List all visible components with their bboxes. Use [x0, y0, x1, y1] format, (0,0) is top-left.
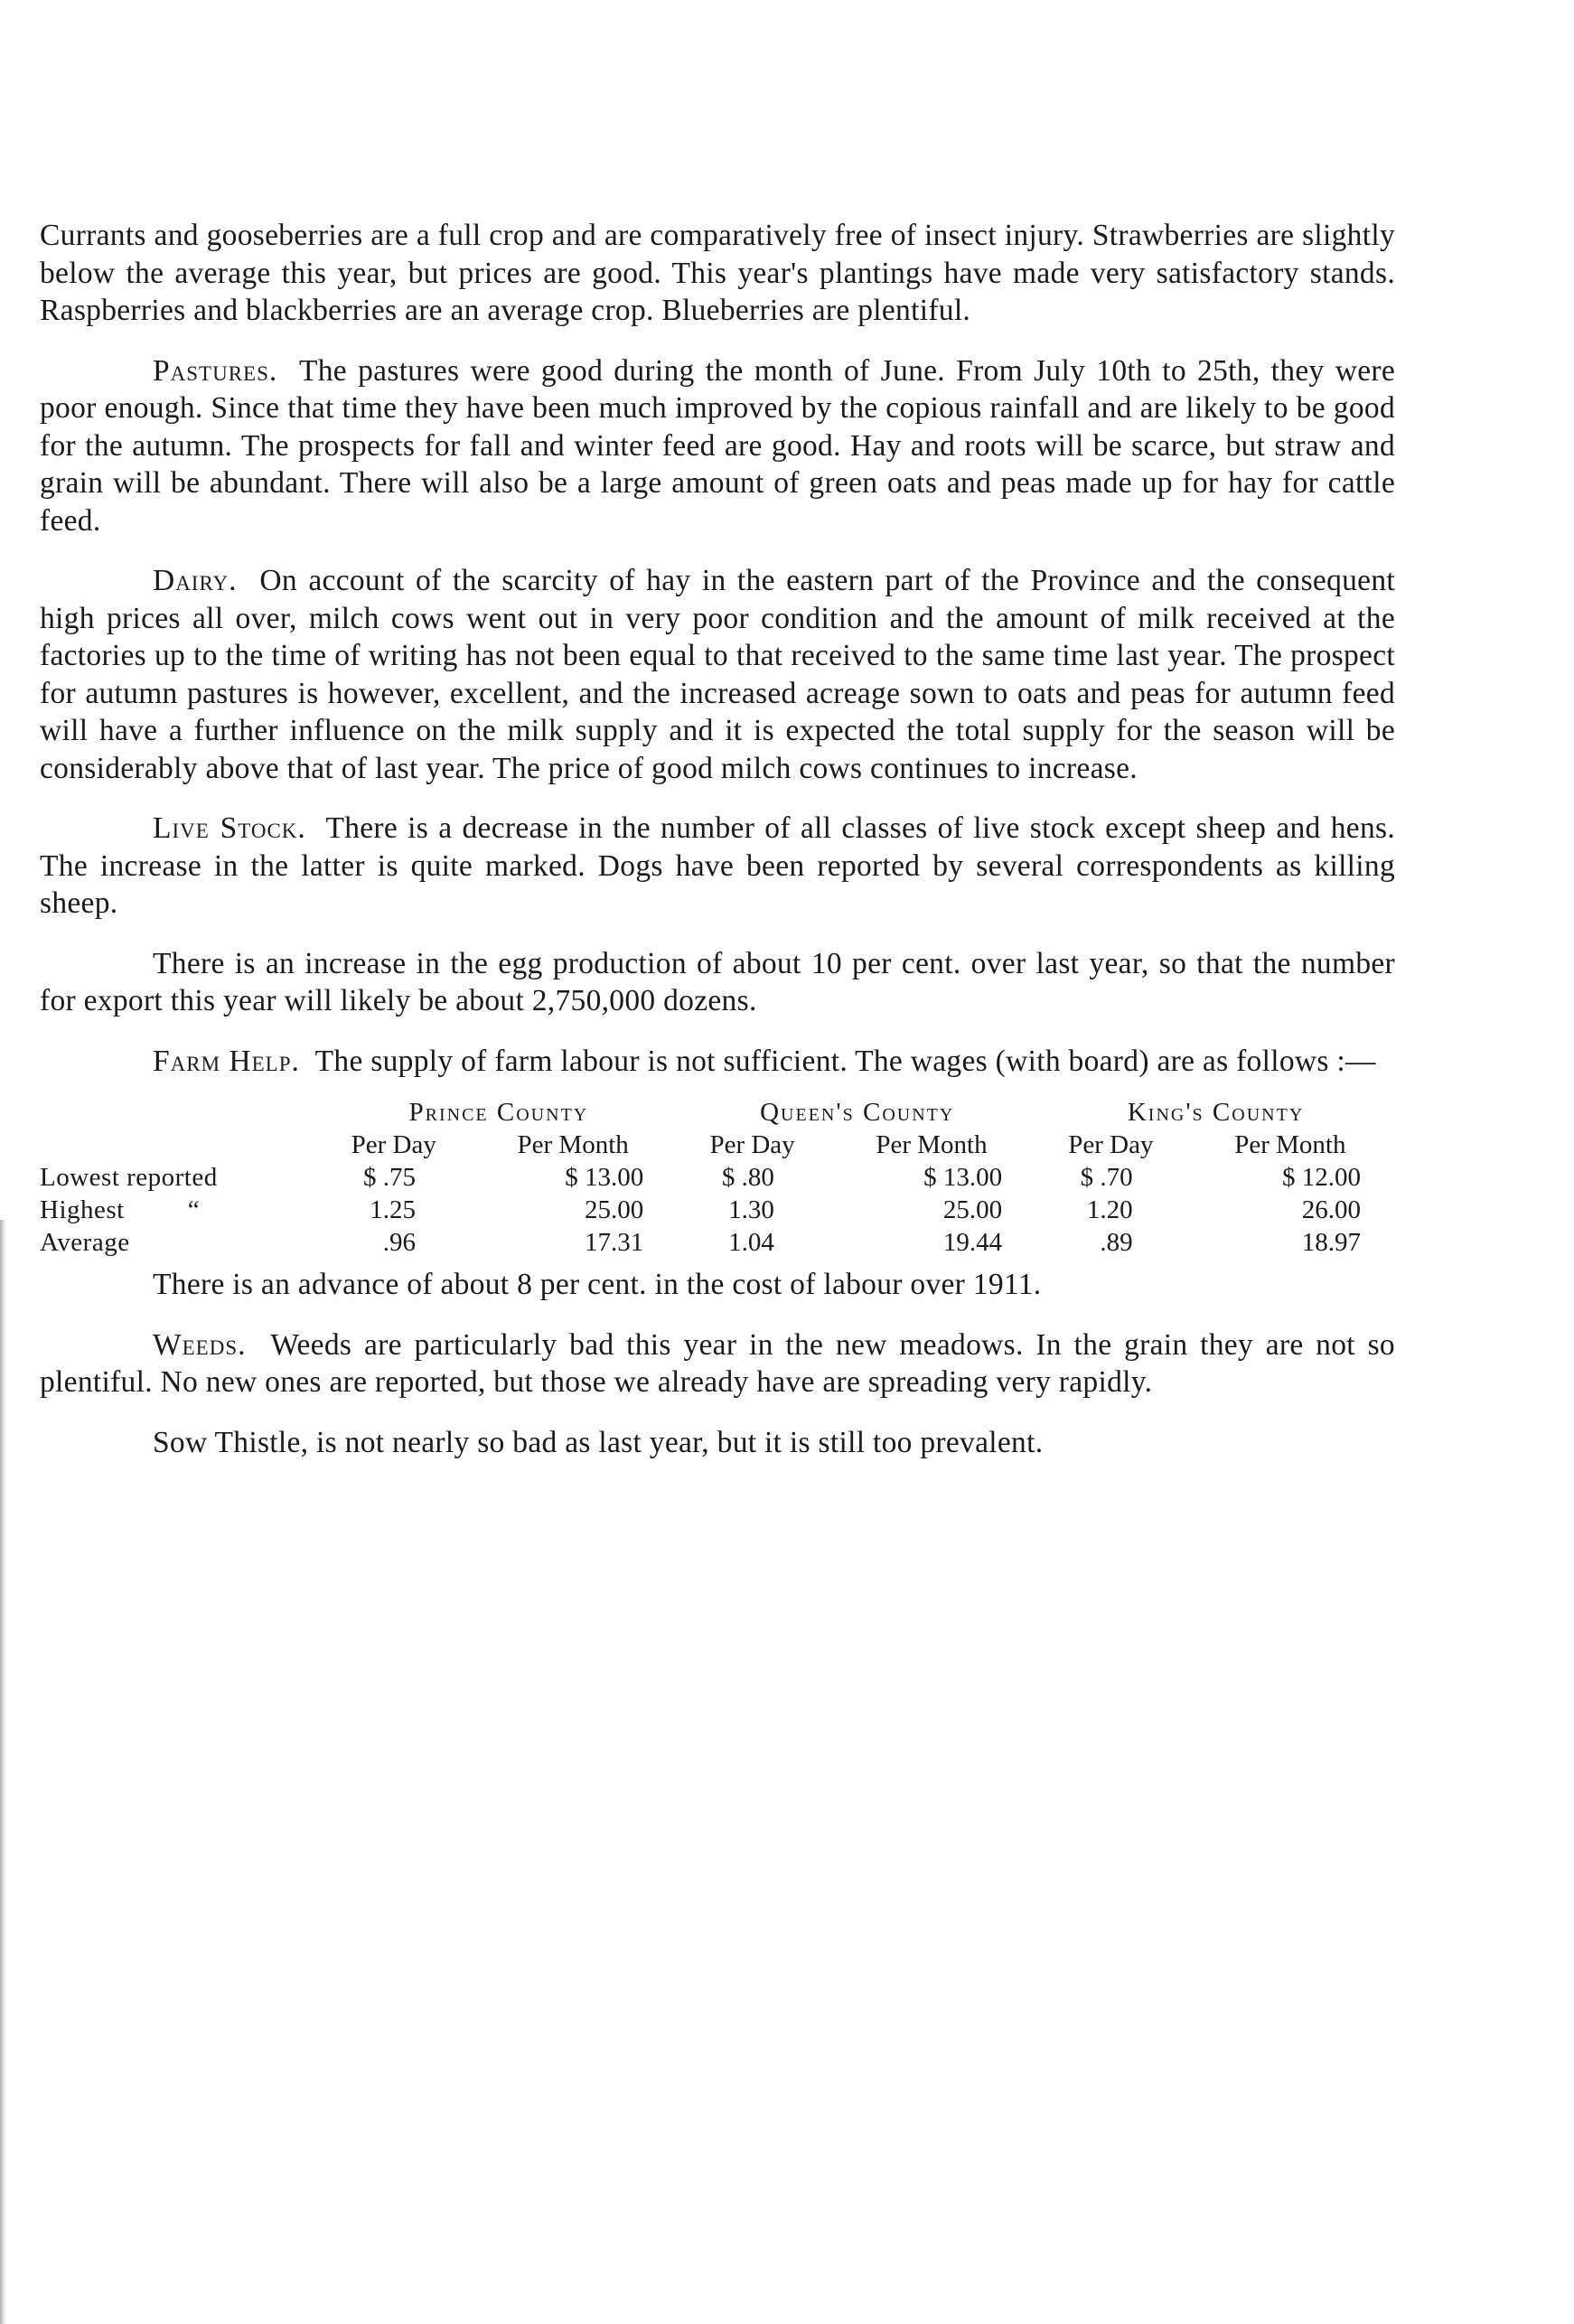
cell-kings-per-month: 18.97: [1301, 1228, 1361, 1257]
paragraph-dairy: [40, 562, 1395, 787]
wage-table-county-row: [40, 1096, 1395, 1129]
row-label: [40, 1226, 319, 1259]
subheader-per-month: Per Month: [876, 1130, 988, 1159]
farm-help-text: The supply of farm labour is not sufficient. The wages (with board) are as follows :—: [314, 1044, 1376, 1078]
county-header-queens: Queen's County: [760, 1098, 955, 1127]
weeds-text: Weeds are particularly bad this year in the new meadows. In the grain they are not so plentiful. No new ones are reported, but those we already have are spreading very rapidly.: [40, 1327, 1395, 1399]
cell-queens-per-month: 25.00: [942, 1195, 1003, 1224]
cell-kings-per-day: .89: [1100, 1228, 1133, 1257]
wage-table-corner: [40, 1096, 319, 1129]
cell-prince-per-month: 17.31: [585, 1228, 644, 1257]
subheader-per-month: Per Month: [517, 1130, 629, 1159]
cell-prince-per-month: $ 13.00: [565, 1163, 644, 1192]
table-row: [40, 1194, 1395, 1226]
paragraph-eggs: There is an increase in the egg production of about 10 per cent. over last year, so that the number for export this year will likely be about 2,750,000 dozens.: [40, 946, 1395, 1017]
table-row: [40, 1161, 1395, 1194]
paragraph-weeds: [40, 1326, 1395, 1401]
subheader-per-day: Per Day: [1068, 1130, 1154, 1159]
paragraph-farm-help: [40, 1043, 1395, 1081]
cell-queens-per-day: 1.30: [728, 1195, 774, 1224]
paragraph-pastures: [40, 352, 1395, 540]
cell-prince-per-month: 25.00: [585, 1195, 644, 1224]
wage-table-corner: [40, 1129, 319, 1161]
pastures-text: The pastures were good during the month of June. From July 10th to 25th, they were poor enough. Since that time they have been much improved by the copious rainfall and are likely to be good for the autumn. The prospects for fall and winter feed are good. Hay and roots will be scarce, but straw and grain will be abundant. There will also be a large amount of green oats and peas made up for hay for cattle feed.: [40, 353, 1395, 538]
table-row: [40, 1226, 1395, 1259]
row-label-text: Highest: [40, 1195, 125, 1224]
paragraph-currants: Currants and gooseberries are a full crop and are comparatively free of insect injury. Strawberries are slightly below the average this year, but prices are good. This year's plantings have made very satisfactory stands. Raspberries and blackberries are an average crop. Blueberries are plentiful.: [40, 219, 1395, 327]
heading-weeds: Weeds.: [153, 1327, 247, 1362]
cell-queens-per-day: 1.04: [728, 1228, 774, 1257]
cell-kings-per-month: 26.00: [1301, 1195, 1361, 1224]
cell-prince-per-day: $ .75: [362, 1163, 416, 1192]
row-label: [40, 1161, 319, 1194]
livestock-text: There is a decrease in the number of all classes of live stock except sheep and hens. The increase in the latter is quite marked. Dogs have been reported by several correspondents as killing sheep.: [40, 811, 1396, 920]
heading-livestock: Live Stock.: [153, 811, 306, 845]
heading-farm-help: Farm Help.: [153, 1044, 300, 1078]
paragraph-livestock: [40, 810, 1395, 923]
wage-table: [40, 1096, 1395, 1259]
subheader-per-day: Per Day: [351, 1130, 436, 1159]
cell-prince-per-day: 1.25: [370, 1195, 416, 1224]
row-label: [40, 1194, 319, 1226]
cell-kings-per-month: $ 12.00: [1282, 1163, 1361, 1192]
report-body: [40, 217, 1395, 1484]
cell-queens-per-day: $ .80: [721, 1163, 774, 1192]
paragraph-sow-thistle: Sow Thistle, is not nearly so bad as last year, but it is still too prevalent.: [153, 1425, 1044, 1459]
county-header-prince: Prince County: [408, 1098, 589, 1127]
subheader-per-day: Per Day: [709, 1130, 795, 1159]
cell-prince-per-day: .96: [382, 1228, 416, 1257]
cell-queens-per-month: 19.44: [942, 1228, 1003, 1257]
cell-queens-per-month: $ 13.00: [923, 1163, 1003, 1192]
county-header-kings: King's County: [1127, 1098, 1305, 1127]
wage-table-subheader-row: [40, 1129, 1395, 1161]
ditto-mark: “: [187, 1195, 201, 1224]
paragraph-labour-cost: There is an advance of about 8 per cent. in the cost of labour over 1911.: [153, 1268, 1042, 1301]
cell-kings-per-day: $ .70: [1080, 1163, 1133, 1192]
row-label-text: Average: [40, 1228, 130, 1257]
page-edge-shadow: [0, 1220, 6, 2324]
heading-dairy: Dairy.: [153, 564, 238, 597]
row-label-text: Lowest reported: [40, 1163, 218, 1192]
heading-pastures: Pastures.: [153, 353, 278, 388]
dairy-text: On account of the scarcity of hay in the eastern part of the Province and the consequent high prices all over, milch cows went out in very poor condition and the amount of milk received at the factories up to the time of writing has not been equal to that received to the same time last year. The prospect for autumn pastures is however, excellent, and the increased acreage sown to oats and peas for autumn feed will have a further influence on the milk supply and it is expected the total supply for the season will be considerably above that of last year. The price of good milch cows continues to increase.: [40, 564, 1395, 785]
cell-kings-per-day: 1.20: [1086, 1195, 1133, 1224]
subheader-per-month: Per Month: [1234, 1130, 1346, 1159]
